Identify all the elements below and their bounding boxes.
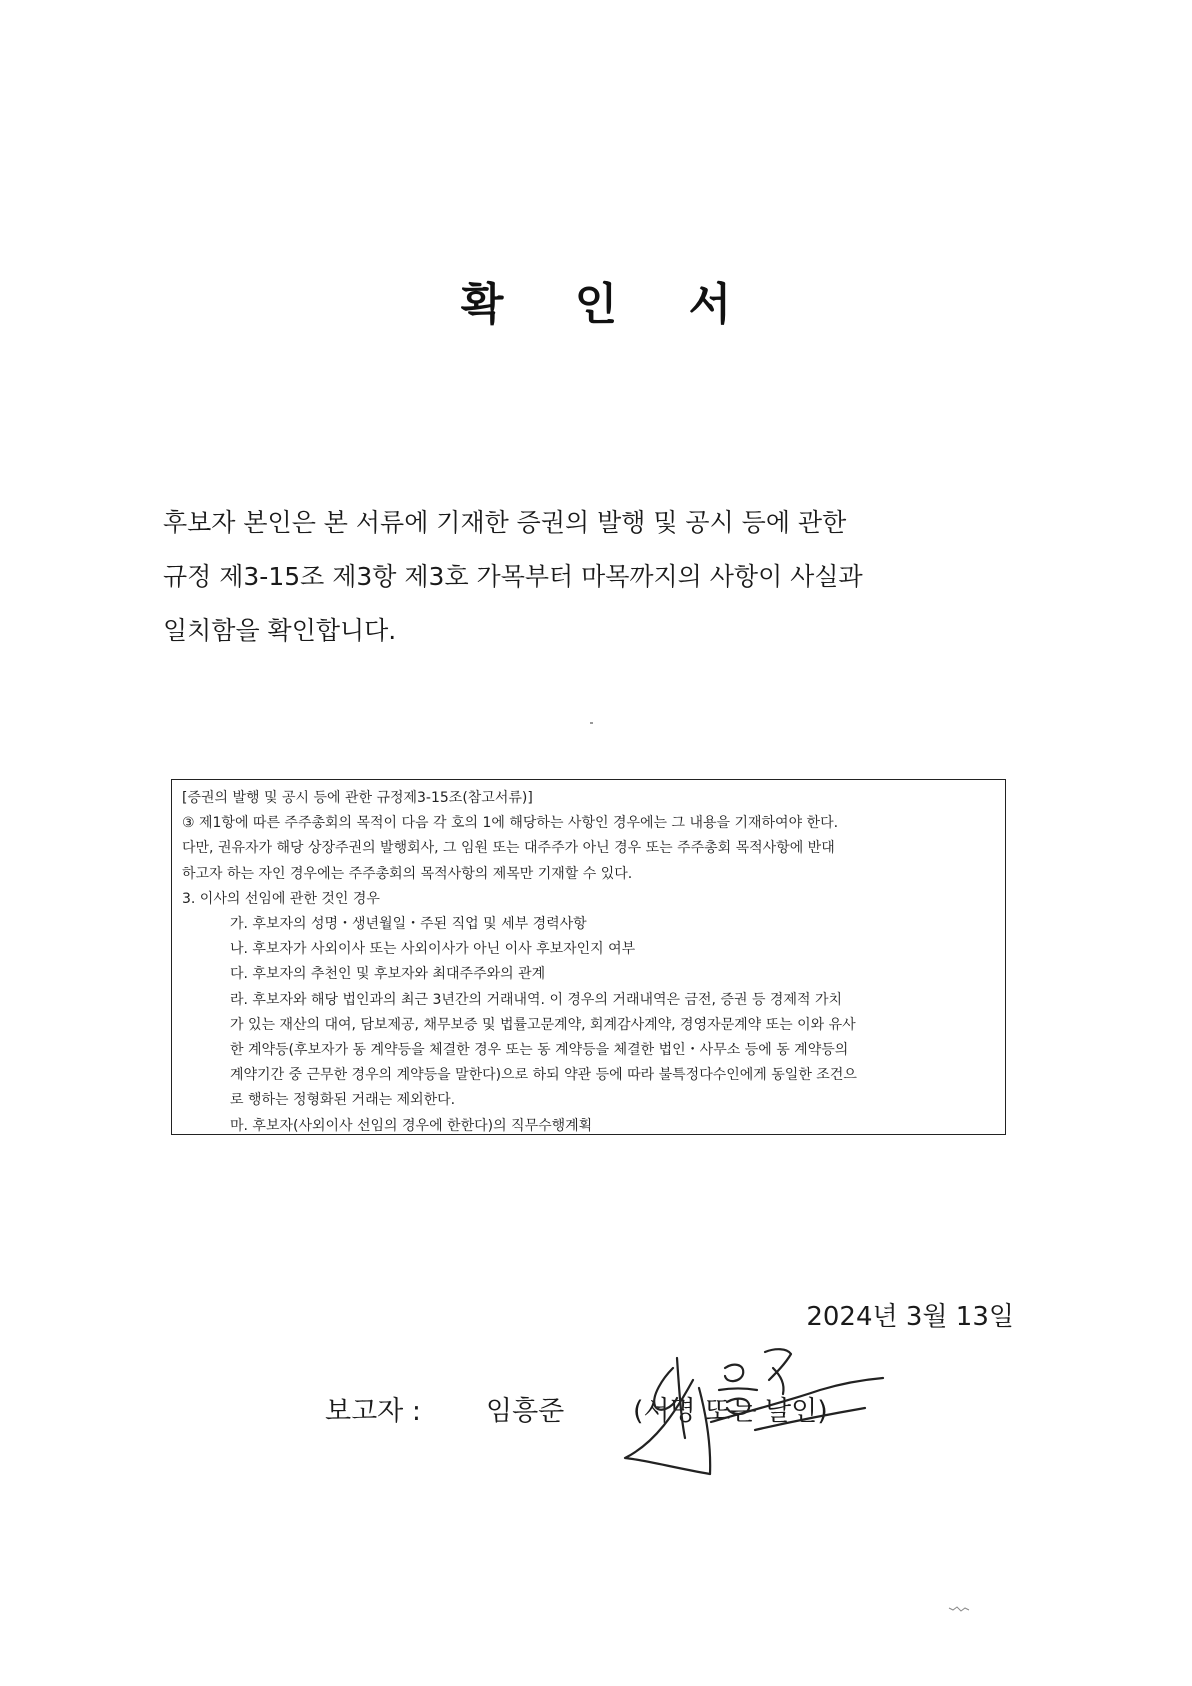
reference-paragraph-line: ③ 제1항에 따른 주주총회의 목적이 다음 각 호의 1에 해당하는 사항인 경우에는 그 내용을 기재하여야 한다. <box>182 815 839 832</box>
reference-sub-item: 가. 후보자의 성명・생년월일・주된 직업 및 세부 경력사항 <box>230 916 587 933</box>
document-title: 확 인 서 <box>460 279 760 330</box>
reference-header: [증권의 발행 및 공시 등에 관한 규정제3-15조(참고서류)] <box>182 790 533 806</box>
statement-line: 후보자 본인은 본 서류에 기재한 증권의 발행 및 공시 등에 관한 <box>163 508 847 537</box>
reference-sub-item: 라. 후보자와 해당 법인과의 최근 3년간의 거래내역. 이 경우의 거래내역은 금전, 증권 등 경제적 가치 <box>230 991 842 1008</box>
reference-sub-item: 나. 후보자가 사외이사 또는 사외이사가 아닌 이사 후보자인지 여부 <box>230 941 636 958</box>
scan-speck <box>590 722 593 724</box>
reference-sub-item: 계약기간 중 근무한 경우의 계약등을 말한다)으로 하되 약관 등에 따라 불특정다수인에게 동일한 조건으 <box>230 1067 857 1084</box>
reference-regulation-box <box>171 779 1006 1135</box>
reference-paragraph-line: 하고자 하는 자인 경우에는 주주총회의 목적사항의 제목만 기재할 수 있다. <box>182 865 633 882</box>
reference-sub-item: 로 행하는 정형화된 거래는 제외한다. <box>230 1092 456 1109</box>
scan-speck <box>948 1603 970 1615</box>
statement-line: 일치함을 확인합니다. <box>163 616 397 645</box>
statement-line: 규정 제3-15조 제3항 제3호 가목부터 마목까지의 사항이 사실과 <box>163 562 863 591</box>
document-date: 2024년 3월 13일 <box>806 1302 1014 1332</box>
confirmation-statement <box>163 496 1013 658</box>
reference-paragraph-line: 다만, 권유자가 해당 상장주권의 발행회사, 그 임원 또는 대주주가 아닌 경우 또는 주주총회 목적사항에 반대 <box>182 840 835 857</box>
signature-note: (서명 또는 날인) <box>633 1396 828 1427</box>
reference-sub-item: 가 있는 재산의 대여, 담보제공, 채무보증 및 법률고문계약, 회계감사계약, 경영자문계약 또는 이와 유사 <box>230 1016 856 1033</box>
reference-sub-item: 마. 후보자(사외이사 선임의 경우에 한한다)의 직무수행계획 <box>230 1117 593 1134</box>
reference-sub-item: 한 계약등(후보자가 동 계약등을 체결한 경우 또는 동 계약등을 체결한 법인・사무소 등에 동 계약등의 <box>230 1042 849 1059</box>
reference-sub-item: 다. 후보자의 추천인 및 후보자와 최대주주와의 관계 <box>230 966 546 983</box>
reference-item-3: 3. 이사의 선임에 관한 것인 경우 <box>182 890 380 907</box>
reporter-name: 임흥준 <box>486 1396 565 1427</box>
handwritten-signature <box>615 1318 885 1478</box>
reporter-label: 보고자 : <box>325 1396 421 1427</box>
